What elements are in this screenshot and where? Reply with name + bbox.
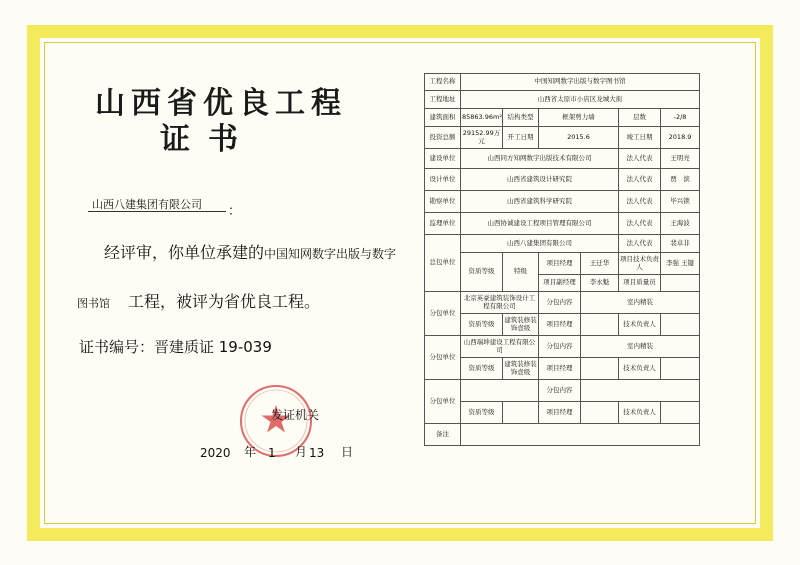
sub3-qualification-label: 资质等级	[461, 402, 503, 424]
sub1-qualification: 建筑装修装饰壹级	[503, 314, 539, 336]
certificate-subtitle: 证书	[160, 122, 256, 157]
sub1-tech-label: 技术负责人	[619, 314, 661, 336]
sub3-name	[461, 380, 539, 402]
issuing-authority: 发证机关	[271, 408, 320, 422]
company-underline	[88, 211, 226, 212]
remark-label: 备注	[425, 424, 461, 446]
builder-label: 建设单位	[425, 149, 461, 169]
sub2-content: 室内精装	[581, 336, 700, 358]
quality-lead	[661, 275, 700, 292]
project-name-label: 工程名称	[425, 74, 461, 91]
design-rep-label: 法人代表	[619, 169, 661, 191]
sub2-pm-label: 项目经理	[539, 358, 581, 380]
supervision-label: 监理单位	[425, 213, 461, 235]
building-area: 85863.96m²	[461, 109, 503, 127]
sub1-label: 分包单位	[425, 292, 461, 336]
sub2-tech	[661, 358, 700, 380]
body-text-line1	[104, 240, 396, 263]
structure-type: 框架剪力墙	[539, 109, 619, 127]
project-name-inline-b: 图书馆	[77, 297, 110, 310]
sub3-content	[581, 380, 700, 402]
quality-lead-label: 项目质量员	[619, 275, 661, 292]
sub1-content: 室内精装	[581, 292, 700, 314]
date-year: 2020	[200, 446, 231, 460]
sub1-qualification-label: 资质等级	[461, 314, 503, 336]
sub2-qualification-label: 资质等级	[461, 358, 503, 380]
sub3-pm	[581, 402, 619, 424]
supervision-unit: 山西协诚建设工程项目管理有限公司	[461, 213, 619, 235]
general-contractor: 山西八建集团有限公司	[461, 235, 619, 253]
sub1-tech	[661, 314, 700, 336]
body-text-1a: 经评审，你单位承建的	[104, 243, 265, 262]
sub3-content-label: 分包内容	[539, 380, 581, 402]
deputy-pm: 李永魁	[581, 275, 619, 292]
contractor-rep-label: 法人代表	[619, 235, 661, 253]
survey-rep: 毕兴锁	[661, 191, 700, 213]
completion-label: 竣工日期	[619, 127, 661, 149]
structure-label: 结构类型	[503, 109, 539, 127]
builder-rep: 王明亮	[661, 149, 700, 169]
general-pm-label: 项目经理	[539, 253, 581, 275]
floors-label: 层数	[619, 109, 661, 127]
sub1-content-label: 分包内容	[539, 292, 581, 314]
deputy-pm-label: 项目副经理	[539, 275, 581, 292]
sub1-pm-label: 项目经理	[539, 314, 581, 336]
certificate-number: 证书编号：晋建质证 19-039	[79, 338, 272, 356]
date-day-unit: 日	[341, 445, 354, 459]
general-qualification: 特级	[503, 253, 539, 292]
sub1-name: 北京英豪建筑装饰设计工程有限公司	[461, 292, 539, 314]
sub1-pm	[581, 314, 619, 336]
body-text-2b: 工程，被评为省优良工程。	[128, 292, 321, 311]
general-contractor-label: 总包单位	[425, 235, 461, 292]
floors-value: -2/8	[661, 109, 700, 127]
design-rep: 贾 滨	[661, 169, 700, 191]
start-date: 2015.6	[539, 127, 619, 149]
completion-date: 2018.9	[661, 127, 700, 149]
contractor-rep: 裴卓非	[661, 235, 700, 253]
project-name-inline-a: 中国知网数字出版与数字	[264, 247, 397, 261]
tech-lead: 李强 王键	[661, 253, 700, 275]
sub3-tech-label: 技术负责人	[619, 402, 661, 424]
sub3-pm-label: 项目经理	[539, 402, 581, 424]
project-name: 中国知网数字出版与数字图书馆	[461, 74, 700, 91]
date-month: 1	[268, 446, 276, 460]
date-year-unit: 年	[244, 445, 257, 459]
project-info-table	[424, 73, 700, 446]
builder-rep-label: 法人代表	[619, 149, 661, 169]
design-label: 设计单位	[425, 169, 461, 191]
recipient-colon: ：	[228, 204, 242, 219]
sub3-tech	[661, 402, 700, 424]
sub3-qualification	[503, 402, 539, 424]
survey-unit: 山西省建筑科学研究院	[461, 191, 619, 213]
area-label: 建筑面积	[425, 109, 461, 127]
design-unit: 山西省建筑设计研究院	[461, 169, 619, 191]
project-address: 山西省太原市小店区龙城大街	[461, 91, 700, 109]
builder-unit: 山西同方知网数字出版技术有限公司	[461, 149, 619, 169]
sub2-tech-label: 技术负责人	[619, 358, 661, 380]
certificate-title: 山西省优良工程	[95, 86, 347, 121]
sub2-name: 山西瑞坤建设工程有限公司	[461, 336, 539, 358]
date-day: 13	[309, 446, 325, 460]
survey-label: 勘察单位	[425, 191, 461, 213]
survey-rep-label: 法人代表	[619, 191, 661, 213]
sub2-pm	[581, 358, 619, 380]
sub2-label: 分包单位	[425, 336, 461, 380]
sub2-content-label: 分包内容	[539, 336, 581, 358]
total-investment: 29152.99万元	[461, 127, 503, 149]
date-month-unit: 月	[295, 445, 308, 459]
tech-lead-label: 项目技术负责人	[619, 253, 661, 275]
investment-label: 投资总额	[425, 127, 461, 149]
general-qualification-label: 资质等级	[461, 253, 503, 292]
sub3-label: 分包单位	[425, 380, 461, 424]
recipient-company: 山西八建集团有限公司	[92, 198, 202, 211]
general-pm: 王迁华	[581, 253, 619, 275]
address-label: 工程地址	[425, 91, 461, 109]
remark-value	[461, 424, 700, 446]
body-text-line2	[77, 289, 320, 312]
sub2-qualification: 建筑装修装饰壹级	[503, 358, 539, 380]
supervision-rep-label: 法人代表	[619, 213, 661, 235]
supervision-rep: 王海波	[661, 213, 700, 235]
start-date-label: 开工日期	[503, 127, 539, 149]
